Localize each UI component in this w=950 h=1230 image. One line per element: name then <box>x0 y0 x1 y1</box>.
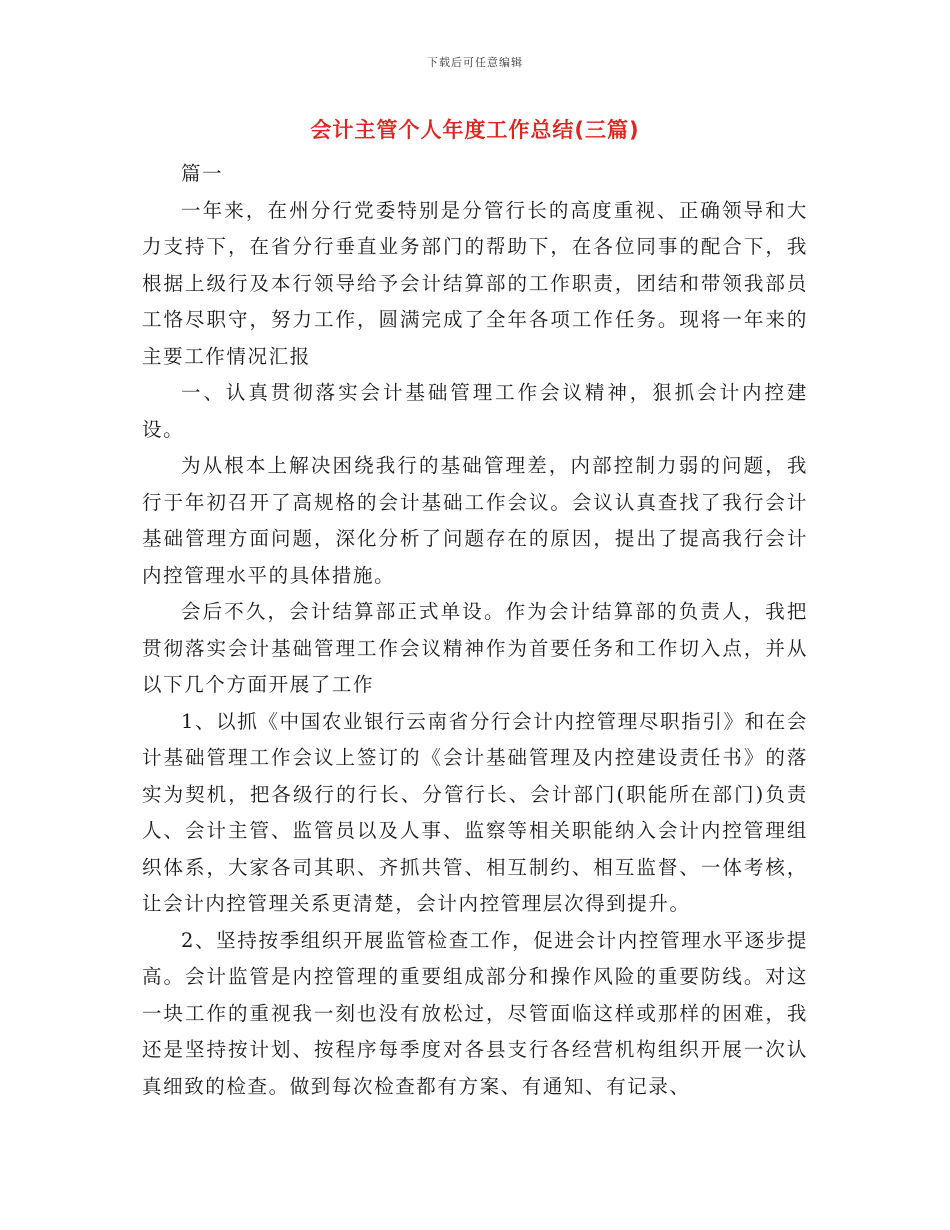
paragraph: 1、以抓《中国农业银行云南省分行会计内控管理尽职指引》和在会计基础管理工作会议上签订的《会计基础管理及内控建设责任书》的落实为契机，把各级行的行长、分管行长、会计部门(职能所在部门)负责人、会计主管、监管员以及人事、监察等相关职能纳入会计内控管理组织体系，大家各司其职、齐抓共管、相互制约、相互监督、一体考核，让会计内控管理关系更清楚，会计内控管理层次得到提升。 <box>142 709 808 915</box>
section-label: 篇一 <box>181 162 224 185</box>
paragraph: 为从根本上解决困绕我行的基础管理差，内部控制力弱的问题，我行于年初召开了高规格的会计基础工作会议。会议认真查找了我行会计基础管理方面问题，深化分析了问题存在的原因，提出了提高我行会计内控管理水平的具体措施。 <box>142 454 808 587</box>
document-body <box>142 156 808 1105</box>
paragraph: 会后不久，会计结算部正式单设。作为会计结算部的负责人，我把贯彻落实会计基础管理工作会议精神作为首要任务和工作切入点，并从以下几个方面开展了工作 <box>142 600 808 696</box>
header-note: 下载后可任意编辑 <box>427 56 523 69</box>
paragraph: 一、认真贯彻落实会计基础管理工作会议精神，狠抓会计内控建设。 <box>142 381 808 441</box>
document-title: 会计主管个人年度工作总结(三篇) <box>310 118 640 142</box>
paragraph: 2、坚持按季组织开展监管检查工作，促进会计内控管理水平逐步提高。会计监管是内控管理的重要组成部分和操作风险的重要防线。对这一块工作的重视我一刻也没有放松过，尽管面临这样或那样的困难，我还是坚持按计划、按程序每季度对各县支行各经营机构组织开展一次认真细致的检查。做到每次检查都有方案、有通知、有记录、 <box>142 928 808 1098</box>
paragraph: 一年来，在州分行党委特别是分管行长的高度重视、正确领导和大力支持下，在省分行垂直业务部门的帮助下，在各位同事的配合下，我根据上级行及本行领导给予会计结算部的工作职责，团结和带领我部员工恪尽职守，努力工作，圆满完成了全年各项工作任务。现将一年来的主要工作情况汇报 <box>142 198 808 368</box>
